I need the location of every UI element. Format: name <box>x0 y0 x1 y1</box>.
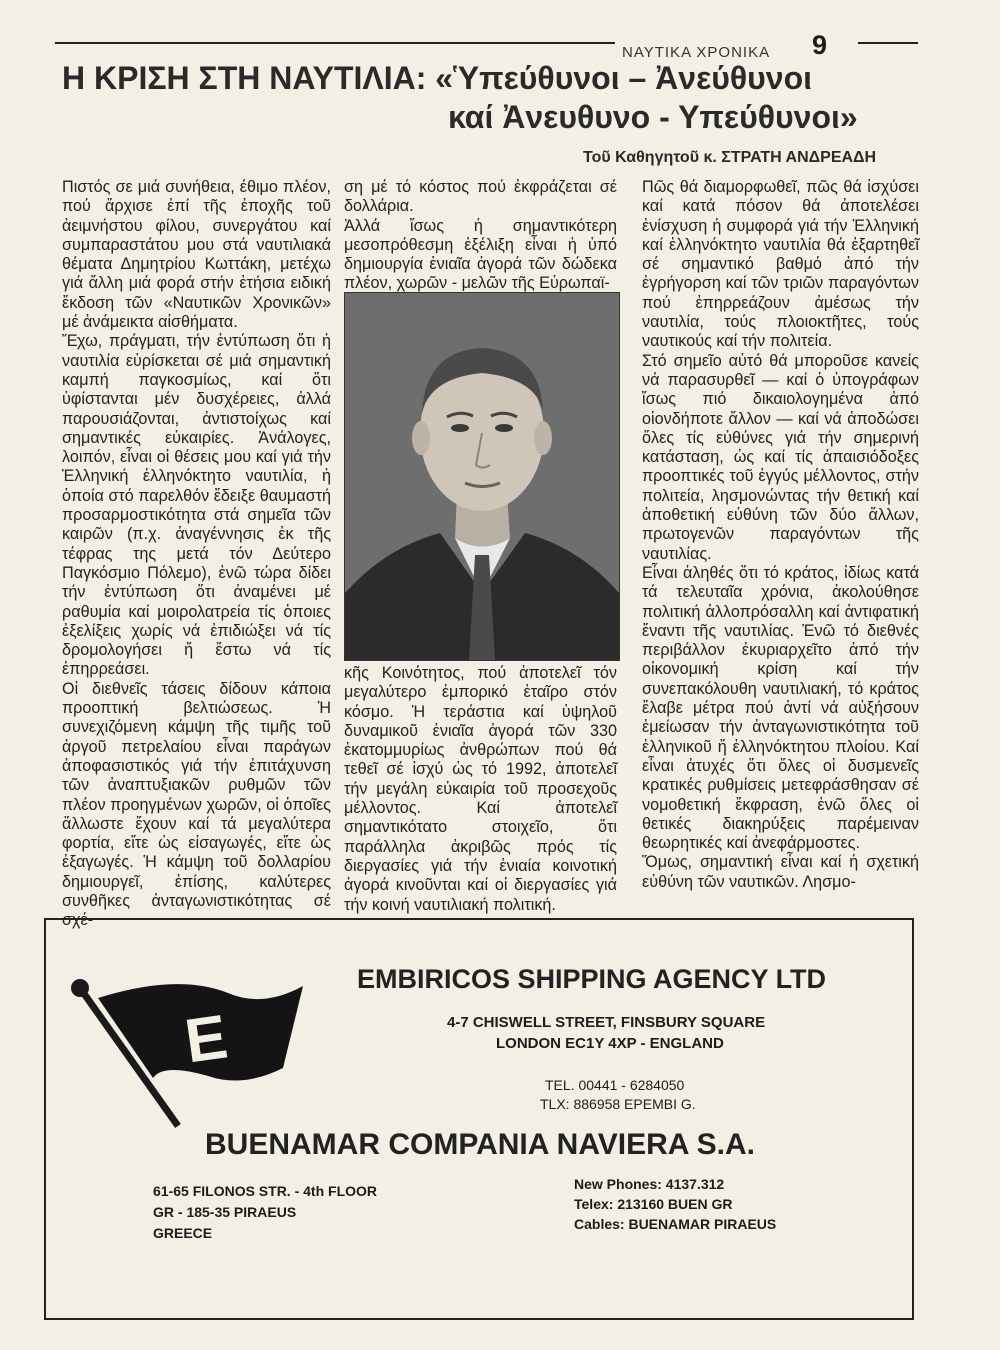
author-portrait-photo <box>344 292 620 661</box>
company-flag-logo <box>58 968 308 1133</box>
embiricos-address-line1: 4-7 CHISWELL STREET, FINSBURY SQUARE <box>447 1014 766 1031</box>
article-column-2-bottom: κῆς Κοινότητος, πού ἀποτελεῖ τόν μεγαλύτερο ἐμπορικό ἑταῖρο στόν κόσμο. Ἡ τεράστια καί ὑψηλοῦ δυναμικοῦ ἑνιαῖα ἀγορά τῶν 330 ἑκατομμυρίως ἀνθρώπων πού θά τεθεῖ σέ ἰσχύ ὡς τό 1992, ἀποτελεῖ τήν μεγάλη εὐκαιρία τοῦ προσεχοῦς μέλλοντος. Καί ἀποτελεῖ σημαντικότατο στοιχεῖο, ὅτι παράλληλα ἀκριβῶς πρός τίς διεργασίες γιά τήν ἑνιαία κοινοτική ἀγορά κινοῦνται καί οἱ διεργασίες γιά τήν κοινή ναυτιλιακή πολιτική. <box>344 664 617 914</box>
article-title-line2: καί Ἀνευθυνο - Υπεύθυνοι» <box>448 99 858 135</box>
buenamar-phones: New Phones: 4137.312 <box>574 1176 725 1192</box>
article-author: Τοῦ Καθηγητοῦ κ. ΣΤΡΑΤΗ ΑΝΔΡΕΑΔΗ <box>583 149 877 166</box>
article-column-1: Πιστός σε μιά συνήθεια, έθιμο πλέον, πού ἄρχισε ἐπί τῆς ἐποχῆς τοῦ ἀειμνήστου φίλου, συνεργάτου καί συμπαραστάτου μου στά ναυτιλιακά θέματα Δημητρίου Κωττάκη, μετέχω γιά ἄλλη μιά φορά στήν ἐτήσια ειδική ἔκδοση τῶν «Ναυτικῶν Χρονικῶν» μέ ἀνάμεικτα αἰσθήματα. Ἔχω, πράγματι, τήν ἐντύπωση ὅτι ἡ ναυτιλία εὑρίσκεται σέ μιά σημαντική καμπή παγκοσμίως, καί ὅτι ὑφίστανται μέν δυσχέρειες, ἀλλά παρουσιάζονται, ἀντιστοίχως καί σημαντικές εὐκαιρίες. Ἀνάλογες, λοιπόν, εἶναι οἱ θέσεις μου καί γιά τήν Ἑλληνική ἑλληνόκτητο ναυτιλία, ἡ ὁποία στό παρελθόν ἔδειξε θαυμαστή προσαρμοστικότητα στά σημεῖα τῶν καιρῶν (π.χ. ἀναγέννησις ἐκ τῆς τέφρας της μετά τόν Δεύτερο Παγκόσμιο Πόλεμο), ἐνῶ τώρα δίδει τήν ἐντύπωση ὅτι ἀναμένει μέ ραθυμία καί μοιρολατρεία τίς ὁποιες ἐξελίξεις χωρίς νά ἐπιδιώξει νά τίς δρομολογήσει ἤ ἔστω νά τίς ἐπηρρεάσει. Οἱ διεθνεῖς τάσεις δίδουν κάποια προοπτική βελτιώσεως. Ἡ συνεχιζόμενη κάμψη τῆς τιμῆς τοῦ ἀργοῦ πετρελαίου εἶναι παράγων ἀποφασιστικός γιά τήν ἐπιτάχυνση τῶν ἀναπτυξιακῶν ρυθμῶν τῶν πλέον προηγμένων χωρῶν, οἱ ὁποῖες ἄλλωστε ἔχουν καί τά μεγαλύτερα φορτία, εἴτε ὡς εἰσαγωγές, εἴτε ὡς ἐξαγωγές. Ἡ κάμψη τοῦ δολλαρίου δημιουργεῖ, ἐπίσης, καλύτερες συνθῆκες ἀνταγωνιστικότητας σέ σχέ- <box>62 178 331 930</box>
buenamar-cables: Cables: BUENAMAR PIRAEUS <box>574 1216 777 1232</box>
embiricos-telephone: TEL. 00441 - 6284050 <box>545 1077 685 1093</box>
flag-icon <box>58 968 308 1128</box>
magazine-name: ΝΑΥΤΙΚΑ ΧΡΟΝΙΚΑ <box>622 44 771 61</box>
flag-letter: E <box>180 1002 232 1077</box>
portrait-illustration <box>345 293 619 660</box>
buenamar-address-line1: 61-65 FILONOS STR. - 4th FLOOR <box>153 1183 378 1199</box>
header-rule-left <box>55 42 615 44</box>
buenamar-telex: Telex: 213160 BUEN GR <box>574 1196 733 1212</box>
embiricos-telex: TLX: 886958 EPEMBI G. <box>540 1096 696 1112</box>
embiricos-address-line2: LONDON EC1Y 4XP - ENGLAND <box>496 1035 724 1052</box>
article-column-3: Πῶς θά διαμορφωθεῖ, πῶς θά ἰσχύσει καί κατά πόσον θά ἀποτελέσει ἐνίσχυση ἡ συμφορά γιά τήν Ἑλληνική καί ἑλληνόκτητο ναυτιλία θά ἐξαρτηθεῖ σέ σημαντικό βαθμό ἀπό τήν ἐγρήγορση καί τῶν τριῶν παραγόντων πού ἐπηρρεάζουν ἀμέσως τήν ναυτιλία, τούς πλοιοκτῆτες, τούς ναυτικούς καί τήν πολιτεία. Στό σημεῖο αὐτό θά μποροῦσε κανείς νά παρασυρθεῖ — καί ὁ ὑπογράφων ἴσως πιό δικαιολογημένα ἀπό οἱονδήποτε ἄλλον — καί νά ἀποδώσει ὅλες τίς εὐθύνες γιά τήν σημερινή κατάσταση, ὡς καί τίς ἀπαισιόδοξες προοπτικές τοῦ ἐγγύς μέλλοντος, στήν πολιτεία, λησμονώντας τήν θετική καί ἀποθετική εὐθύνη τῶν δύο ἄλλων, πρωτογενῶν παραγόντων τῆς ναυτιλίας. Εἶναι ἀληθές ὅτι τό κράτος, ἰδίως κατά τά τελευταῖα χρόνια, ἀκολούθησε πολιτική ἀλλοπρόσαλλη καί ἀντιφατική ἔναντι τῆς ναυτιλίας. Ἐνῶ τό διεθνές περιβάλλον ἐκυριαρχεῖτο ἀπό τήν οἰκονομική κρίση καί τήν συνεπακόλουθη ναυτιλιακή, τό κράτος ἔλαβε μέτρα πού ἀντί νά αὐξήσουν ἐμείωσαν τήν ἀνταγωνιστικότητα τοῦ ἑλληνικοῦ ἤ ἑλληνόκτητου πλοίου. Καί εἶναι ἀτυχές ὅτι ὅλες οἱ δυσμενεῖς κρατικές ρυθμίσεις μετεφράσθησαν σέ νομοθετική ἔκφραση, ἐνῶ ὅλες οἱ θετικές διακηρύξεις παρέμειναν θεωρητικές καί ἀνεφάρμοστες. Ὅμως, σημαντική εἶναι καί ἡ σχετική εὐθύνη τῶν ναυτικῶν. Λησμο- <box>642 178 919 891</box>
article-column-2-top: ση μέ τό κόστος πού ἐκφράζεται σέ δολλάρια. Ἀλλά ἴσως ἡ σημαντικότερη μεσοπρόθεσμη ἐξέλιξη εἶναι ἡ ὑπό δημιουργία ἑνιαῖα ἀγορά τῶν δώδεκα πλέον, χωρῶν - μελῶν τῆς Εὐρωπαϊ- <box>344 178 617 293</box>
header-rule-right <box>858 42 918 44</box>
buenamar-address-line3: GREECE <box>153 1225 213 1241</box>
buenamar-address-line2: GR - 185-35 PIRAEUS <box>153 1204 297 1220</box>
buenamar-company-name: BUENAMAR COMPANIA NAVIERA S.A. <box>205 1128 756 1161</box>
page-number: 9 <box>812 30 828 60</box>
article-title-line1: Η ΚΡΙΣΗ ΣΤΗ ΝΑΥΤΙΛΙΑ: «Ὑπεύθυνοι – Ἀνεύθυνοι <box>62 60 813 96</box>
embiricos-company-name: EMBIRICOS SHIPPING AGENCY LTD <box>357 964 827 994</box>
